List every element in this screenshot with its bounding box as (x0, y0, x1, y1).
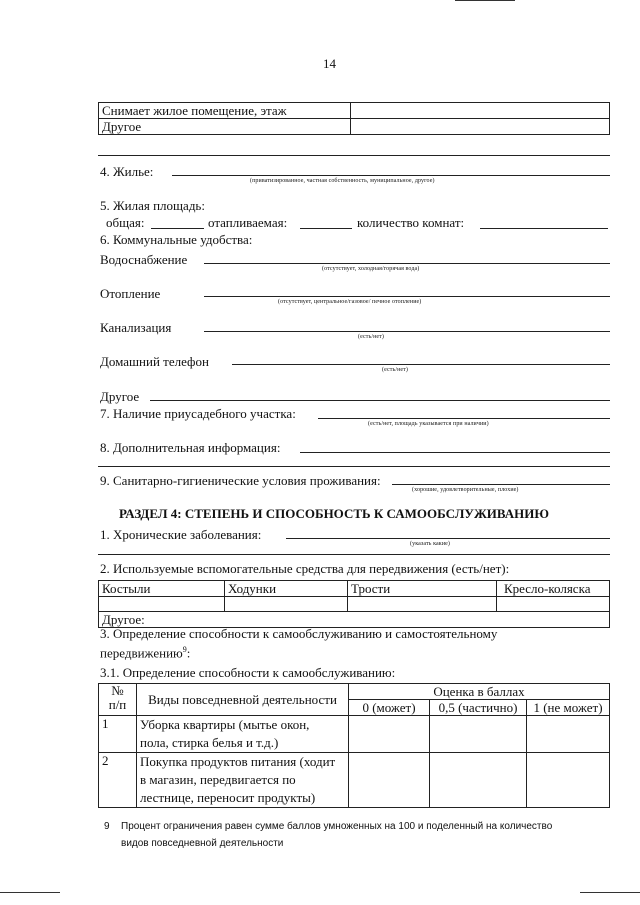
row-1-num (99, 716, 137, 753)
scan-edge-bottom-right (580, 892, 640, 893)
aids-table (98, 580, 610, 628)
area-label: 5. Жилая площадь: (100, 198, 205, 213)
table-row (99, 753, 610, 808)
aid-walker[interactable] (225, 581, 348, 597)
housing-hint: (приватизированное, частная собственность, муниципальное, другое) (250, 178, 435, 184)
chronic-field[interactable] (286, 538, 610, 539)
housing-row-other-value (351, 119, 610, 135)
aid-blank-4[interactable] (497, 597, 610, 612)
score-col-05-label: 0,5 (частично) (438, 700, 518, 715)
ability-footnote-ref[interactable]: 9 (182, 645, 187, 654)
heating-label: Отопление (100, 286, 161, 301)
aids-label: 2. Используемые вспомогательные средства для передвижения (есть/нет): (100, 561, 510, 576)
row-2-num-label: 2 (102, 753, 109, 768)
area-heated-label: отапливаемая: (208, 215, 288, 230)
sanitary-hint: (хорошие, удовлетворительные, плохие) (412, 487, 519, 493)
row-1-activity-line-1: Уборка квартиры (мытье окон, (140, 717, 310, 732)
extra-field-2[interactable] (98, 466, 610, 467)
col-activity-header (137, 684, 349, 716)
housing-row-rent-label: Снимает жилое помещение, этаж (102, 103, 287, 118)
sanitary-field[interactable] (392, 484, 610, 485)
aid-crutches[interactable] (99, 581, 225, 597)
other-label: Другое (100, 389, 140, 404)
row-1-activity-line-2: пола, стирка белья и т.д.) (140, 735, 279, 750)
aid-walker-label: Ходунки (228, 581, 277, 596)
housing-row-rent (99, 103, 351, 119)
phone-field[interactable] (232, 364, 610, 365)
plot-field[interactable] (318, 418, 610, 419)
housing-field[interactable] (172, 175, 610, 176)
self-service-label: 3.1. Определение способности к самообслуживанию: (100, 665, 396, 680)
water-field[interactable] (204, 263, 610, 264)
plot-label: 7. Наличие приусадебного участка: (100, 406, 296, 421)
section-4-title: РАЗДЕЛ 4: СТЕПЕНЬ И СПОСОБНОСТЬ К САМООБСЛУЖИВАНИЮ (119, 506, 550, 521)
area-rooms-field[interactable] (480, 228, 608, 229)
plot-hint: (есть/нет, площадь указывается при наличии) (368, 421, 489, 427)
area-total-label: общая: (106, 215, 145, 230)
extra-label: 8. Дополнительная информация: (100, 440, 281, 455)
aid-blank-3[interactable] (348, 597, 497, 612)
phone-hint: (есть/нет) (382, 367, 408, 373)
col-activity-header-label: Виды повседневной деятельности (148, 692, 337, 707)
housing-table (98, 102, 610, 135)
score-col-05 (430, 700, 527, 716)
row-2-activity-line-2: в магазин, передвигается по (140, 772, 296, 787)
row-2-score-05[interactable] (430, 753, 527, 808)
col-num-header (99, 684, 137, 716)
score-col-0 (349, 700, 430, 716)
row-2-activity-line-1: Покупка продуктов питания (ходит (140, 754, 336, 769)
water-hint: (отсутствует, холодная/горячая вода) (322, 266, 420, 272)
sewer-label: Канализация (100, 320, 172, 335)
score-col-1-label: 1 (не может) (533, 700, 603, 715)
col-score-header-label: Оценка в баллах (433, 684, 525, 699)
aid-blank-1[interactable] (99, 597, 225, 612)
col-score-header (349, 684, 610, 700)
heating-hint: (отсутствует, центральное/газовое/ печное отопление) (278, 299, 422, 305)
sewer-hint: (есть/нет) (358, 334, 384, 340)
housing-row-other (99, 119, 351, 135)
area-total-field[interactable] (151, 228, 204, 229)
chronic-hint: (указать какие) (410, 541, 450, 547)
table-row (99, 716, 610, 753)
heating-field[interactable] (204, 296, 610, 297)
utilities-label: 6. Коммунальные удобства: (100, 232, 253, 247)
row-2-score-0[interactable] (349, 753, 430, 808)
phone-label: Домашний телефон (100, 354, 209, 369)
area-heated-field[interactable] (300, 228, 352, 229)
housing-underline (98, 155, 610, 156)
housing-row-rent-value (351, 103, 610, 119)
col-num-header-1: № (111, 683, 124, 698)
housing-row-other-label: Другое (102, 119, 142, 134)
footnote-line-2: видов повседневной деятельности (121, 838, 284, 849)
extra-field-1[interactable] (300, 452, 610, 453)
water-label: Водоснабжение (100, 252, 188, 267)
aid-wheelchair-label: Кресло-коляска (504, 581, 591, 596)
row-1-num-label: 1 (102, 716, 109, 731)
footnote-number: 9 (104, 821, 110, 832)
row-1-activity (137, 716, 349, 753)
area-rooms-label: количество комнат: (357, 215, 465, 230)
aid-canes[interactable] (348, 581, 497, 597)
score-table (98, 683, 610, 808)
ability-line-1: 3. Определение способности к самообслуживанию и самостоятельному (100, 626, 498, 641)
row-2-num (99, 753, 137, 808)
chronic-field-2[interactable] (98, 554, 610, 555)
score-col-1 (527, 700, 610, 716)
aid-crutches-label: Костыли (102, 581, 151, 596)
col-num-header-2: п/п (108, 697, 127, 712)
row-2-activity-line-3: лестнице, переносит продукты) (140, 790, 316, 805)
row-1-score-1[interactable] (527, 716, 610, 753)
scan-edge-top (455, 0, 515, 1)
aid-blank-2[interactable] (225, 597, 348, 612)
row-2-score-1[interactable] (527, 753, 610, 808)
footnote-line-1: Процент ограничения равен сумме баллов умноженных на 100 и поделенный на количество (121, 821, 553, 832)
aid-canes-label: Трости (351, 581, 391, 596)
row-1-score-05[interactable] (430, 716, 527, 753)
ability-line-2 (100, 645, 190, 661)
page-number: 14 (323, 56, 336, 71)
chronic-label: 1. Хронические заболевания: (100, 527, 262, 542)
sanitary-label: 9. Санитарно-гигиенические условия проживания: (100, 473, 381, 488)
ability-line-2-colon: : (186, 645, 191, 661)
aid-other-label: Другое: (102, 612, 145, 627)
row-2-activity (137, 753, 349, 808)
aid-wheelchair[interactable] (497, 581, 610, 597)
scan-edge-bottom-left (0, 892, 60, 893)
score-col-0-label: 0 (может) (362, 700, 416, 715)
other-field[interactable] (150, 400, 610, 401)
row-1-score-0[interactable] (349, 716, 430, 753)
sewer-field[interactable] (204, 331, 610, 332)
housing-label: 4. Жилье: (100, 164, 154, 179)
ability-line-2-text: передвижению (100, 645, 183, 661)
